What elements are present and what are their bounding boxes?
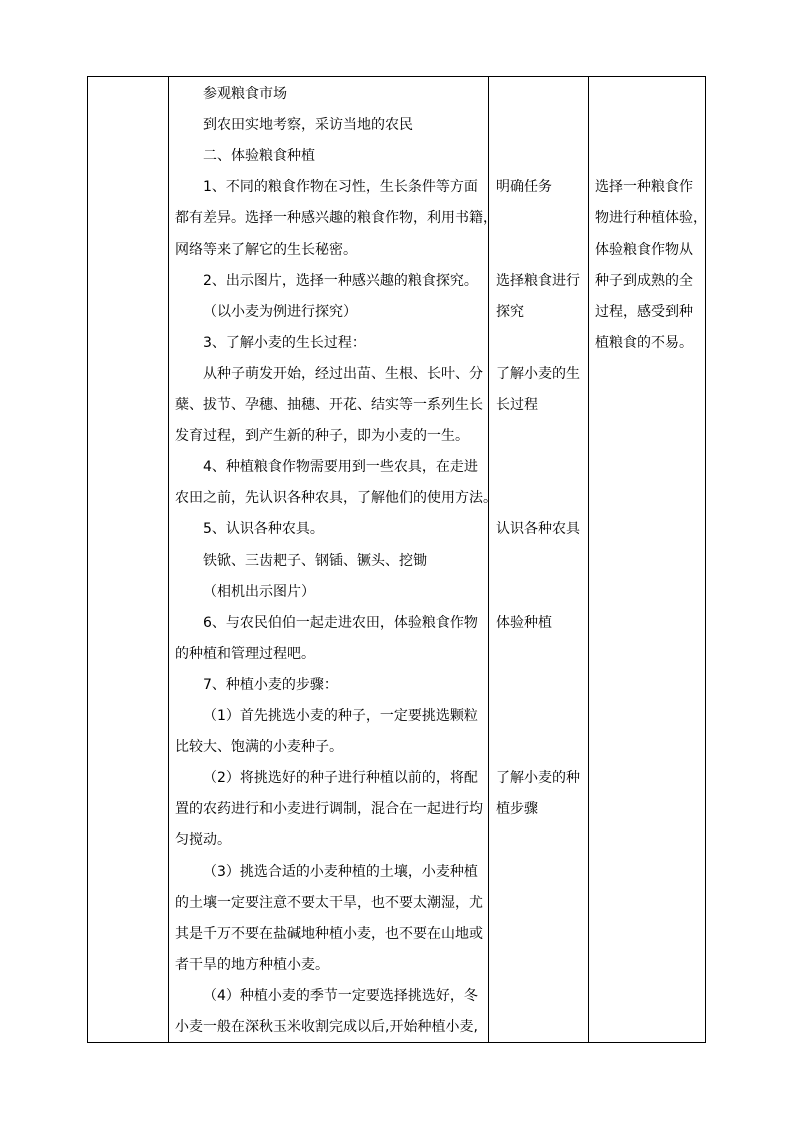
text-line: 其是千万不要在盐碱地种植小麦，也不要在山地或 <box>175 925 483 942</box>
text-line: （1）首先挑选小麦的种子，一定要挑选颗粒 <box>203 708 478 724</box>
text-line: 物进行种植体验， <box>595 210 707 227</box>
text-line: 都有差异。选择一种感兴趣的粮食作物，利用书籍， <box>175 210 497 227</box>
text-line: 明确任务 <box>496 179 552 196</box>
text-line: 认识各种农具 <box>496 521 580 538</box>
text-line: 参观粮食市场 <box>203 86 287 102</box>
text-line: 了解小麦的生 <box>496 365 580 382</box>
text-line: 体验粮食作物从 <box>595 241 693 258</box>
text-line: 网络等来了解它的生长秘密。 <box>175 241 357 258</box>
text-line: 植步骤 <box>496 801 538 818</box>
text-line: 3、了解小麦的生长过程： <box>203 334 366 351</box>
text-line: 6、与农民伯伯一起走进农田，体验粮食作物 <box>203 614 478 631</box>
text-line: 农田之前，先认识各种农具，了解他们的使用方法。 <box>175 490 497 507</box>
text-line: （相机出示图片） <box>203 583 315 600</box>
text-line: （3）挑选合适的小麦种植的土壤，小麦种植 <box>203 863 478 880</box>
text-line: 的种植和管理过程吧。 <box>175 645 315 662</box>
text-line: 植粮食的不易。 <box>595 334 693 351</box>
text-line: 者干旱的地方种植小麦。 <box>175 956 329 973</box>
text-line: 二、体验粮食种植 <box>203 148 315 165</box>
text-line: 4、种植粮食作物需要用到一些农具，在走进 <box>203 459 478 476</box>
text-line: 蘖、拔节、孕穗、抽穗、开花、结实等一系列生长 <box>175 397 483 413</box>
text-line: 长过程 <box>496 397 538 413</box>
text-line: 比较大、饱满的小麦种子。 <box>175 739 343 756</box>
text-line: 发育过程，到产生新的种子，即为小麦的一生。 <box>175 428 469 445</box>
text-line: 从种子萌发开始，经过出苗、生根、长叶、分 <box>203 365 483 382</box>
text-line: 体验种植 <box>496 614 552 631</box>
text-line: 7、种植小麦的步骤： <box>203 676 338 693</box>
text-line: 种子到成熟的全 <box>595 272 693 289</box>
text-line: 2、出示图片，选择一种感兴趣的粮食探究。 <box>203 272 478 289</box>
column-divider <box>168 77 169 1042</box>
text-line: 了解小麦的种 <box>496 770 580 787</box>
text-line: （2）将挑选好的种子进行种植以前的，将配 <box>203 770 478 787</box>
text-line: （以小麦为例进行探究） <box>203 303 357 320</box>
text-line: 置的农药进行和小麦进行调制，混合在一起进行均 <box>175 801 483 818</box>
text-line: 5、认识各种农具。 <box>203 521 324 538</box>
text-line: 1、不同的粮食作物在习性，生长条件等方面 <box>203 179 478 196</box>
text-line: 铁锨、三齿耙子、钢锸、镢头、挖锄 <box>203 552 427 569</box>
lesson-table <box>87 76 706 1043</box>
text-line: （4）种植小麦的季节一定要选择挑选好，冬 <box>203 987 478 1004</box>
text-line: 选择粮食进行 <box>496 272 580 289</box>
text-line: 小麦一般在深秋玉米收割完成以后,开始种植小麦, <box>175 1019 478 1035</box>
text-line: 到农田实地考察，采访当地的农民 <box>203 117 413 134</box>
text-line: 的土壤一定要注意不要太干旱，也不要太潮湿，尤 <box>175 894 483 911</box>
text-line: 过程，感受到种 <box>595 303 693 320</box>
text-line: 探究 <box>496 303 524 320</box>
text-line: 匀搅动。 <box>175 832 231 849</box>
text-line: 选择一种粮食作 <box>595 179 693 196</box>
column-divider <box>588 77 589 1042</box>
